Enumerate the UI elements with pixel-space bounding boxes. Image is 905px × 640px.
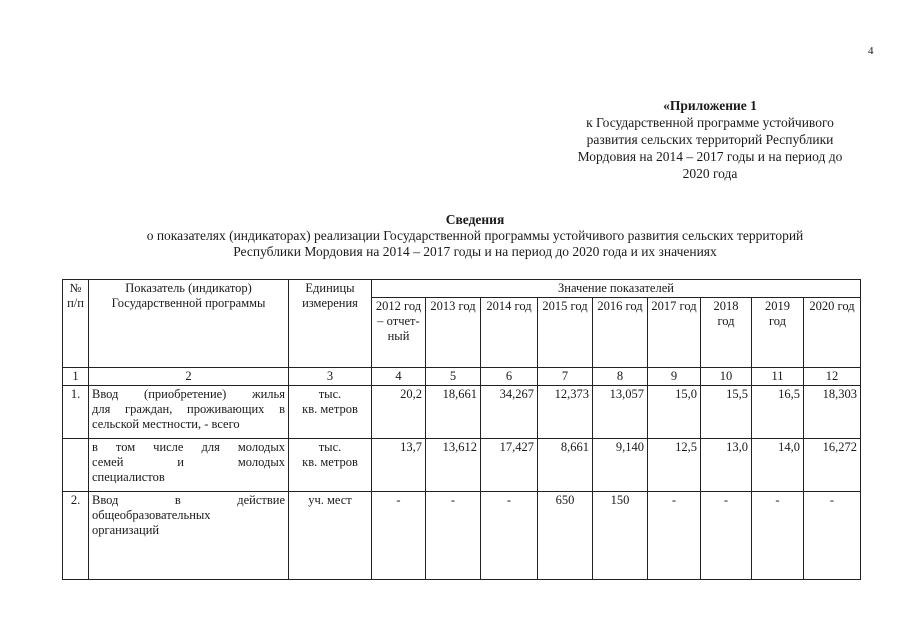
column-number: 5 — [426, 368, 481, 386]
heading-line: Республики Мордовия на 2014 – 2017 годы и на период до 2020 года и их значениях — [233, 244, 717, 259]
column-number: 9 — [648, 368, 701, 386]
row-num: 1. — [63, 386, 89, 439]
indicators-table — [62, 279, 861, 580]
column-numbers-row — [63, 368, 861, 386]
row-unit — [289, 386, 372, 439]
value-cell: 13,0 — [701, 439, 752, 492]
indicator-line: организаций — [92, 523, 160, 537]
value-cell: 20,2 — [372, 386, 426, 439]
value-cell: 18,661 — [426, 386, 481, 439]
unit-line: тыс. — [318, 440, 342, 454]
header-year: 2016 год — [593, 298, 648, 368]
heading-line: о показателях (индикаторах) реализации Государственной программы устойчивого развития сельских территорий — [146, 228, 804, 243]
value-cell: 14,0 — [752, 439, 804, 492]
unit-line: кв. метров — [302, 455, 358, 469]
header-year: 2020 год — [804, 298, 861, 368]
table-row — [63, 386, 861, 439]
header-unit: Единицы измерения — [289, 280, 372, 368]
column-number: 6 — [481, 368, 538, 386]
appendix-line: развития сельских территорий Республики — [586, 132, 834, 147]
header-num: № п/п — [63, 280, 89, 368]
header-year: 2014 год — [481, 298, 538, 368]
value-cell: 13,612 — [426, 439, 481, 492]
appendix-line: 2020 года — [682, 166, 738, 181]
value-cell: - — [752, 492, 804, 580]
row-unit — [289, 492, 372, 580]
header-year: 2013 год — [426, 298, 481, 368]
value-cell: 650 — [538, 492, 593, 580]
value-cell: 13,057 — [593, 386, 648, 439]
unit-line: кв. метров — [302, 402, 358, 416]
row-num: 2. — [63, 492, 89, 580]
row-indicator — [89, 386, 289, 439]
row-num — [63, 439, 89, 492]
header-indicator: Показатель (индикатор) Государственной программы — [89, 280, 289, 368]
value-cell: 12,5 — [648, 439, 701, 492]
table-row — [63, 492, 861, 580]
header-year: 2017 год — [648, 298, 701, 368]
heading-title: Сведения — [445, 212, 505, 227]
row-unit — [289, 439, 372, 492]
unit-line: уч. мест — [308, 493, 352, 507]
value-cell: - — [426, 492, 481, 580]
value-cell: 16,272 — [804, 439, 861, 492]
value-cell: 9,140 — [593, 439, 648, 492]
table-row — [63, 439, 861, 492]
column-number: 2 — [89, 368, 289, 386]
header-row — [63, 280, 861, 298]
value-cell: 150 — [593, 492, 648, 580]
column-number: 10 — [701, 368, 752, 386]
header-year: 2019 год — [752, 298, 804, 368]
value-cell: 16,5 — [752, 386, 804, 439]
appendix-block — [555, 97, 865, 182]
value-cell: - — [481, 492, 538, 580]
appendix-line: Мордовия на 2014 – 2017 годы и на период до — [577, 149, 843, 164]
value-cell: 13,7 — [372, 439, 426, 492]
value-cell: - — [701, 492, 752, 580]
appendix-title: «Приложение 1 — [663, 98, 757, 113]
column-number: 1 — [63, 368, 89, 386]
row-indicator — [89, 492, 289, 580]
column-number: 8 — [593, 368, 648, 386]
indicator-line: Ввод (приобретение) жилья — [92, 387, 285, 401]
value-cell: - — [804, 492, 861, 580]
value-cell: 12,373 — [538, 386, 593, 439]
indicator-line: для граждан, проживающих в — [92, 402, 285, 416]
indicator-line: сельской местности, - всего — [92, 417, 240, 431]
unit-line: тыс. — [318, 387, 342, 401]
column-number: 12 — [804, 368, 861, 386]
value-cell: 8,661 — [538, 439, 593, 492]
indicator-line: Ввод в действие — [92, 493, 285, 507]
document-heading — [60, 212, 890, 260]
header-year: 2018 год — [701, 298, 752, 368]
column-number: 7 — [538, 368, 593, 386]
value-cell: 15,5 — [701, 386, 752, 439]
indicator-line: специалистов — [92, 470, 165, 484]
column-number: 11 — [752, 368, 804, 386]
header-year: 2012 год – отчет-ный — [372, 298, 426, 368]
row-indicator — [89, 439, 289, 492]
value-cell: 15,0 — [648, 386, 701, 439]
page-number: 4 — [868, 45, 874, 57]
column-number: 3 — [289, 368, 372, 386]
indicator-line: семей и молодых — [92, 455, 285, 469]
value-cell: 17,427 — [481, 439, 538, 492]
appendix-line: к Государственной программе устойчивого — [586, 115, 834, 130]
indicator-line: общеобразовательных — [92, 508, 211, 522]
header-year: 2015 год — [538, 298, 593, 368]
value-cell: - — [648, 492, 701, 580]
header-values-group: Значение показателей — [372, 280, 861, 298]
value-cell: 34,267 — [481, 386, 538, 439]
value-cell: 18,303 — [804, 386, 861, 439]
value-cell: - — [372, 492, 426, 580]
column-number: 4 — [372, 368, 426, 386]
indicator-line: в том числе для молодых — [92, 440, 285, 454]
